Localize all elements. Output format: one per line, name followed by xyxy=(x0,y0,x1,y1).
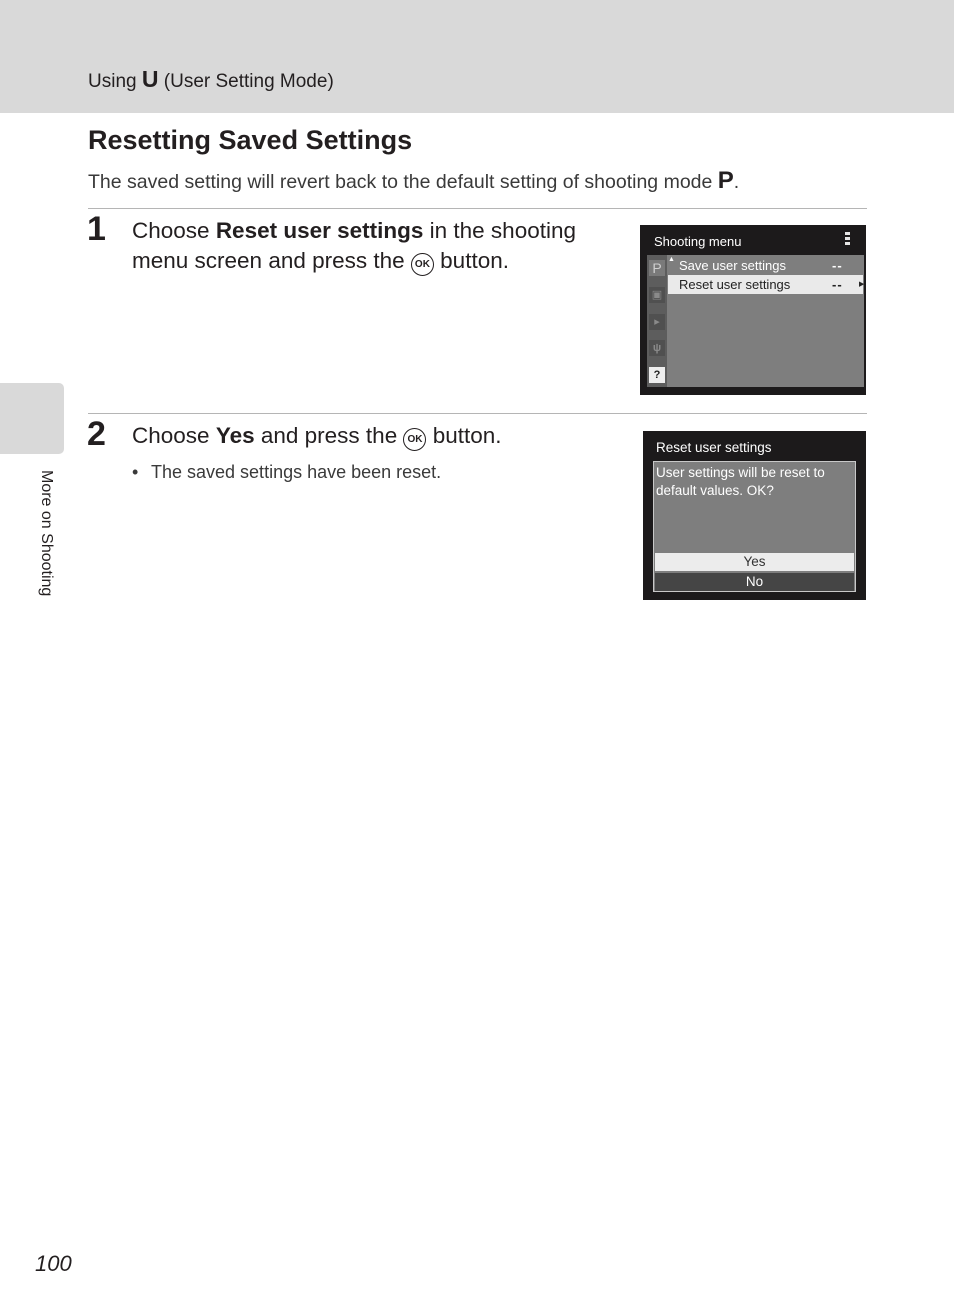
dialog-message: User settings will be reset to default values. OK? xyxy=(656,465,825,498)
divider xyxy=(88,413,867,414)
step-text: and press the xyxy=(254,423,404,448)
menu-item-value: -- xyxy=(832,258,843,273)
no-option[interactable]: No xyxy=(655,573,854,591)
menu-item-value: -- xyxy=(832,277,843,292)
intro-end: . xyxy=(733,171,740,193)
yes-option[interactable]: Yes xyxy=(655,553,854,571)
step-text: Choose xyxy=(132,218,216,243)
step-text: Choose xyxy=(132,423,216,448)
divider xyxy=(88,208,867,209)
screen-title: Reset user settings xyxy=(656,440,772,455)
menu-item-label: Save user settings xyxy=(679,258,786,273)
page-number: 100 xyxy=(35,1251,72,1276)
bullet-icon: • xyxy=(132,462,139,482)
side-tab-label: More on Shooting xyxy=(38,470,55,597)
screen-title: Shooting menu xyxy=(654,234,742,249)
section-title: Resetting Saved Settings xyxy=(88,125,413,155)
movie-icon[interactable]: ▣ xyxy=(649,287,665,303)
chevron-right-icon: ▶ xyxy=(859,281,865,288)
playback-icon[interactable]: ▸ xyxy=(649,314,665,330)
bullet-text: The saved settings have been reset. xyxy=(151,462,442,482)
side-thumb-tab xyxy=(0,383,64,454)
shooting-tab-icon[interactable]: P xyxy=(649,260,665,276)
step-text: button. xyxy=(433,248,509,273)
intro-text: The saved setting will revert back to the default setting of shooting mode xyxy=(88,171,713,193)
step-number: 2 xyxy=(87,415,106,453)
setup-icon[interactable]: ψ xyxy=(649,340,665,356)
user-mode-icon: U xyxy=(141,66,159,92)
step-text: button. xyxy=(426,423,502,448)
help-icon[interactable]: ? xyxy=(649,367,665,383)
header-band xyxy=(0,0,954,113)
step-keyword: Yes xyxy=(215,423,255,448)
shooting-menu-screen xyxy=(640,225,866,395)
scroll-up-icon: ▲ xyxy=(668,256,675,263)
menu-item-reset-user-settings[interactable] xyxy=(668,275,863,294)
menu-item-label: Reset user settings xyxy=(679,277,791,292)
header-prefix: Using xyxy=(88,71,137,92)
scroll-indicator-icon xyxy=(845,232,850,245)
running-header xyxy=(88,66,334,93)
reset-confirm-screen xyxy=(643,431,866,600)
step-number: 1 xyxy=(87,210,106,248)
program-mode-icon: P xyxy=(717,167,734,194)
step-keyword: Reset user settings xyxy=(215,218,424,243)
menu-item-save-user-settings[interactable] xyxy=(668,256,863,275)
step-text: in the shooting menu screen and press the xyxy=(132,218,577,273)
step-2-bullet xyxy=(132,462,441,483)
ok-button-icon: OK xyxy=(403,428,426,451)
header-suffix: (User Setting Mode) xyxy=(163,71,334,92)
ok-button-icon: OK xyxy=(411,253,434,276)
step-1-instruction xyxy=(132,216,622,276)
step-2-instruction xyxy=(132,421,622,451)
intro-paragraph xyxy=(88,167,739,195)
